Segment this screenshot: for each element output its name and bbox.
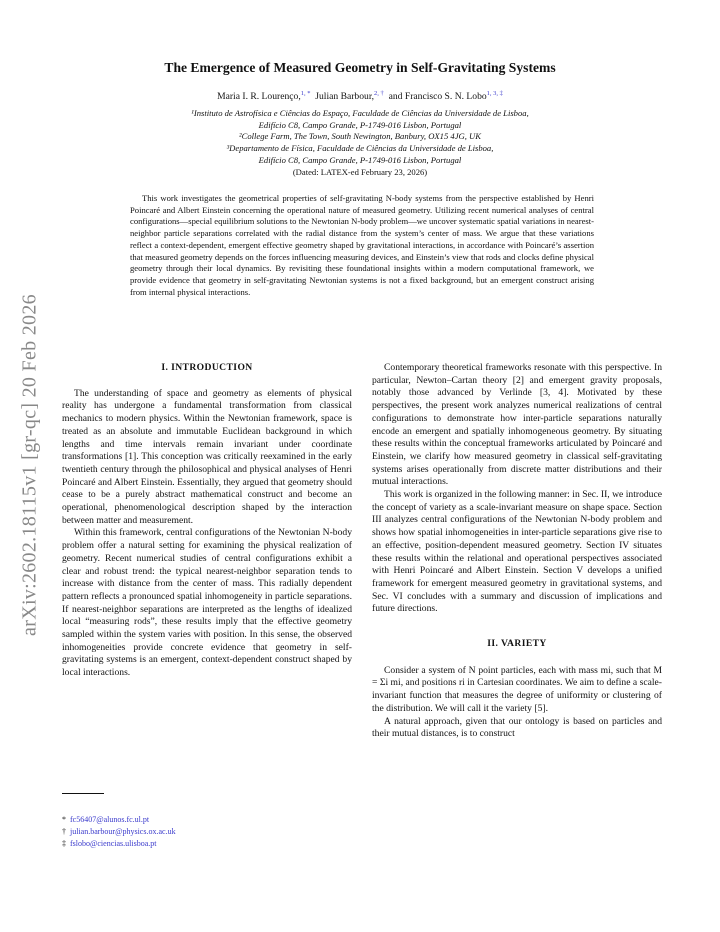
paragraph: Within this framework, central configurations of the Newtonian N-body problem offer a natural setting for examining the physical realization of geometry. Recent numerical studies of central configurations exhibit a clear and robust trend: the typical nearest-neighbor separation tends to increase with distance from the center of mass. This radially dependent pattern reflects a pronounced spatial inhomogeneity in particle separations. If nearest-neighbor separations are interpreted as the lengths of idealized local “measuring rods”, these results imply that the effective geometry sampled within the system varies with position. In this sense, the observed inhomogeneities provide concrete evidence that geometry in self-gravitating systems is an emergent, context-dependent construct shaped by local interactions. [62, 527, 352, 679]
footnote-email-link[interactable]: fslobo@ciencias.ulisboa.pt [70, 839, 157, 848]
footnote-email-link[interactable]: julian.barbour@physics.ox.ac.uk [70, 827, 176, 836]
paragraph: This work is organized in the following manner: in Sec. II, we introduce the concept of variety as a scale-invariant measure on shape space. Section III analyzes central configurations of the Newtonian N-body problem and shows how spatial inhomogeneities in inter-particle separations give rise to an effective, position-dependent measured geometry. Section IV situates these results within the relational and operational perspectives associated with Henri Poincaré and Albert Einstein. Section V develops a unified framework for emergent measured geometry in gravitational systems, and Sec. VI concludes with a summary and discussion of implications and future directions. [372, 489, 662, 615]
arxiv-identifier: arXiv:2602.18115v1 [gr-qc] 20 Feb 2026 [18, 294, 41, 636]
arxiv-side-label [8, 265, 52, 665]
footnote-mark: * [62, 815, 66, 824]
affiliation-line: Edifício C8, Campo Grande, P-1749-016 Lisbon, Portugal [258, 154, 462, 165]
author-and: and [388, 91, 403, 103]
author-sup[interactable]: 1, 3, ‡ [486, 90, 503, 97]
paper-title: The Emergence of Measured Geometry in Self-Gravitating Systems [164, 60, 556, 75]
author-sup[interactable]: 2, † [374, 90, 384, 97]
paragraph: A natural approach, given that our ontology is based on particles and their mutual distances, is to construct [372, 715, 662, 740]
author-name: Julian Barbour, [315, 91, 375, 103]
paragraph: The understanding of space and geometry as elements of physical reality has undergone a fundamental transformation from classical mechanics to modern physics. Within the Newtonian framework, space is treated as an absolute and immutable Euclidean background in which lengths and time intervals remain invariant under coordinate transformations [1]. This conception was critically reexamined in the early twentieth century through the philosophical and physical analyses of Henri Poincaré and Albert Einstein. Essentially, they argued that geometry should cease to be a purely abstract mathematical construct and become an operational, phenomenological description shaped by the interaction between matter and measurement. [62, 387, 352, 526]
paragraph: Consider a system of N point particles, each with mass mi, such that M = Σi mi, and positions ri in Cartesian coordinates. We aim to define a scale-invariant function that measures the degree of uniformity or clustering of the distribution. We will call it the variety [5]. [372, 664, 662, 714]
footnote-rule [62, 793, 104, 794]
affiliation-line: ²College Farm, The Town, South Newington, Banbury, OX15 4JG, UK [239, 131, 481, 142]
footnote-email-link[interactable]: fc56407@alunos.fc.ul.pt [70, 815, 150, 824]
author-list [62, 90, 658, 102]
footnote-mark: † [62, 827, 66, 836]
affiliation-line: ¹Instituto de Astrofísica e Ciências do Espaço, Faculdade de Ciências da Universidade de Lisboa, [191, 108, 529, 118]
author-sup[interactable]: 1, * [300, 90, 311, 97]
footnote [62, 827, 176, 836]
footnote [62, 815, 149, 824]
abstract: This work investigates the geometrical properties of self-gravitating N-body systems from the perspective established by Henri Poincaré and Albert Einstein concerning the operational nature of measured geometry. Utilizing recent numerical analyses of central configurations—special equilibrium solutions to the Newtonian N-body problem—we uncover systematic spatial variations in nearest-neighbor particle separations correlated with the radial distance from the system’s center of mass. We argue that these variations reflect a context-dependent, emergent effective geometry shaped by gravitational interactions, in accordance with Poincaré’s assertion that measured geometry depends on the forces influencing measuring devices, and Einstein’s view that rods and clocks define physical geometry through their local dynamics. By revisiting these foundational insights within a modern computational framework, we provide evidence that geometry in self-gravitating Newtonian systems is not a fixed background, but an emergent construct arising from internal physical interactions. [130, 193, 594, 297]
left-column [62, 362, 352, 680]
footnote-mark: ‡ [62, 839, 66, 848]
section-heading-introduction: I. INTRODUCTION [161, 362, 253, 373]
affiliations [62, 108, 658, 178]
section-heading-variety: II. VARIETY [487, 638, 547, 650]
author-name: Maria I. R. Lourenço, [217, 91, 301, 103]
dated-line: (Dated: LATEX-ed February 23, 2026) [292, 166, 428, 177]
right-column [372, 362, 662, 741]
affiliation-line: Edifício C8, Campo Grande, P-1749-016 Lisbon, Portugal [258, 119, 462, 130]
affiliation-line: ³Departamento de Física, Faculdade de Ciências da Universidade de Lisboa, [226, 143, 494, 154]
author-name: Francisco S. N. Lobo [404, 91, 487, 103]
footnote [62, 839, 156, 848]
paragraph: Contemporary theoretical frameworks resonate with this perspective. In particular, Newton–Cartan theory [2] and emergent gravity proposals, notably those advanced by Verlinde [3, 4]. Motivated by these perspectives, the present work analyzes numerical realizations of central configurations to demonstrate how inter-particle separations naturally encode an emergent and spatially inhomogeneous geometry. By situating these results within the conceptual frameworks articulated by Poincaré and Einstein, we clarify how measured geometry in classical self-gravitating systems arises operationally from discrete matter distributions and their mutual interactions. [372, 362, 662, 488]
